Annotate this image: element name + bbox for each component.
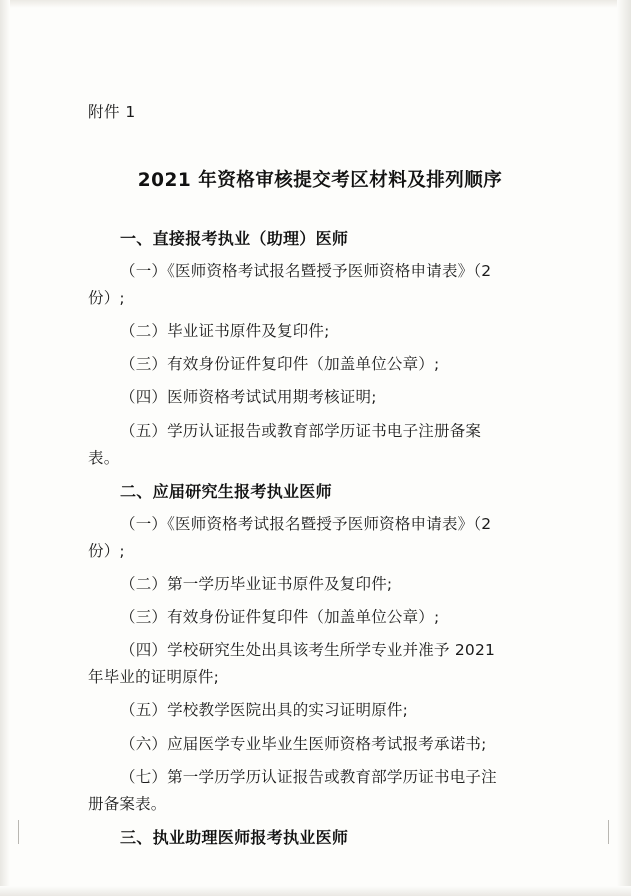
list-item-continuation: 份）; — [88, 541, 125, 560]
list-item: （五）学历认证报告或教育部学历证书电子注册备案 — [120, 421, 482, 440]
crop-mark-right — [608, 820, 609, 844]
list-item-continuation: 份）; — [88, 289, 125, 308]
list-item: （三）有效身份证件复印件（加盖单位公章）; — [120, 608, 440, 627]
scan-edge-bottom — [0, 886, 631, 896]
list-item: （二）第一学历毕业证书原件及复印件; — [120, 574, 393, 593]
list-item: （五）学校教学医院出具的实习证明原件; — [120, 701, 409, 720]
list-item: （三）有效身份证件复印件（加盖单位公章）; — [120, 355, 440, 374]
list-item-continuation: 表。 — [88, 448, 120, 467]
attachment-label: 附件 1 — [88, 103, 136, 121]
document-content — [88, 100, 540, 858]
list-item: （七）第一学历学历认证报告或教育部学历证书电子注 — [120, 767, 497, 786]
section-heading: 三、执业助理医师报考执业医师 — [120, 827, 349, 847]
list-item: （四）医师资格考试试用期考核证明; — [120, 388, 377, 407]
list-item: （六）应届医学专业毕业生医师资格考试报考承诺书; — [120, 734, 487, 753]
scan-edge-right — [617, 0, 631, 896]
list-item: （一）《医师资格考试报名暨授予医师资格申请表》（2 — [120, 514, 492, 533]
page-title: 2021 年资格审核提交考区材料及排列顺序 — [137, 170, 503, 191]
list-item-continuation: 年毕业的证明原件; — [88, 668, 220, 687]
list-item: （四）学校研究生处出具该考生所学专业并准予 2021 — [120, 641, 496, 660]
scan-edge-top — [0, 0, 631, 8]
scan-edge-left — [0, 0, 10, 896]
section-heading: 二、应届研究生报考执业医师 — [120, 481, 332, 501]
list-item-continuation: 册备案表。 — [88, 794, 167, 813]
crop-mark-left — [18, 820, 19, 844]
list-item: （一）《医师资格考试报名暨授予医师资格申请表》（2 — [120, 262, 492, 280]
section-heading: 一、直接报考执业（助理）医师 — [120, 229, 349, 248]
list-item: （二）毕业证书原件及复印件; — [120, 322, 330, 341]
